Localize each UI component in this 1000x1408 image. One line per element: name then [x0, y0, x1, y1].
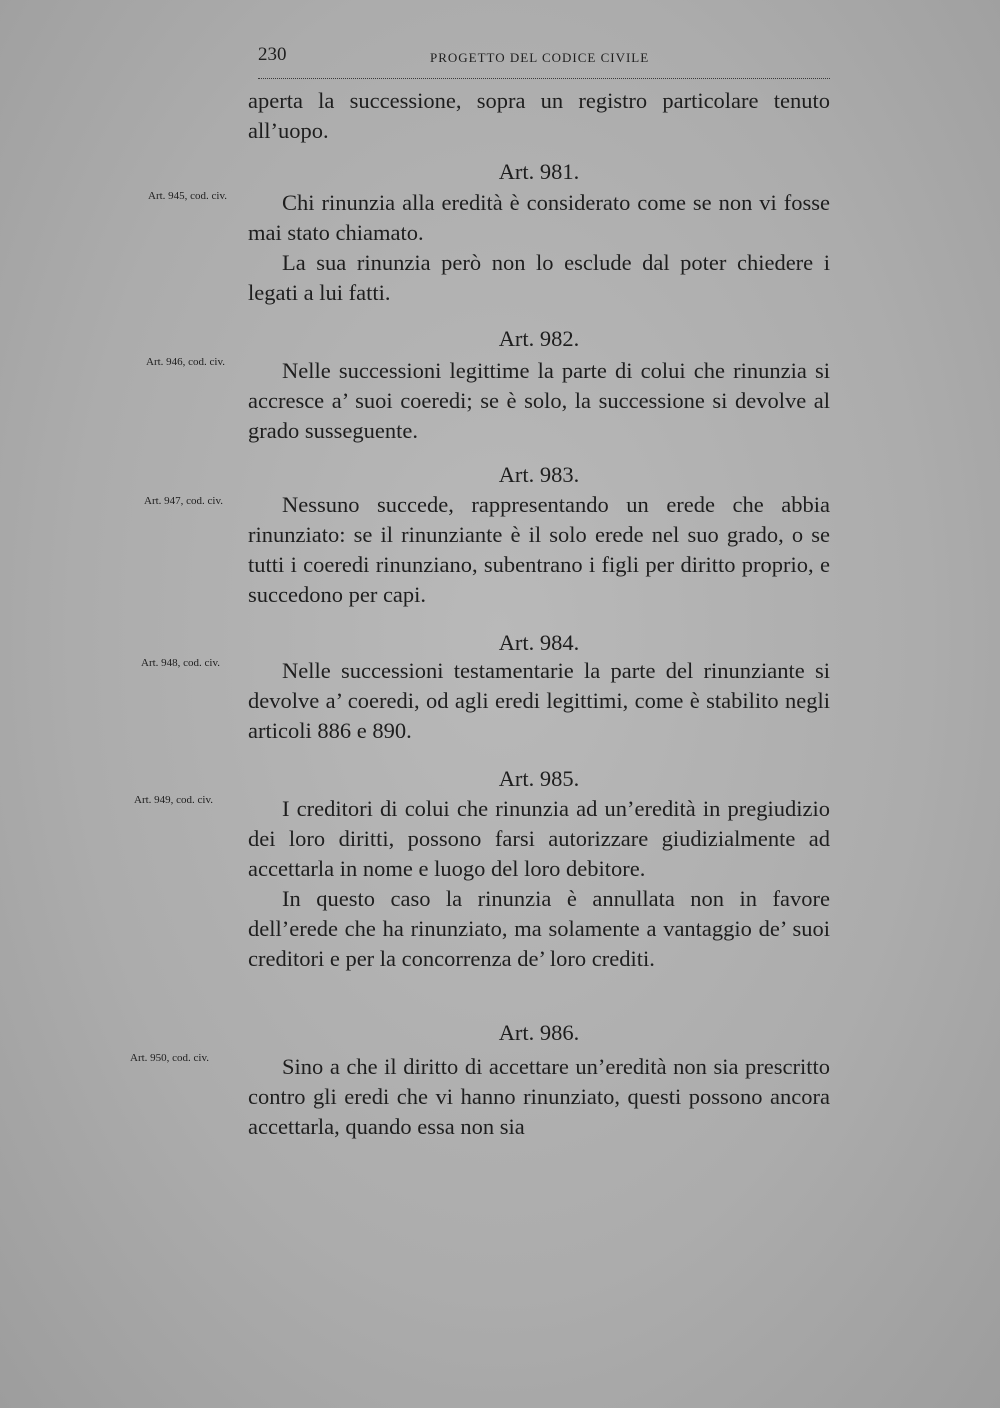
header-rule: [258, 78, 830, 79]
article-body-983: [248, 490, 830, 610]
margin-note-982: Art. 946, cod. civ.: [146, 356, 226, 368]
article-985-paragraph-2: In questo caso la rinunzia è annullata non in favore dell’erede che ha rinunziato, ma solamente a vantaggio de’ suoi creditori e per la concorrenza de’ loro crediti.: [248, 886, 830, 971]
margin-note-984: Art. 948, cod. civ.: [141, 657, 221, 669]
article-body-984: [248, 656, 830, 746]
article-985-paragraph-1: I creditori di colui che rinunzia ad un’eredità in pregiudizio dei loro diritti, possono farsi autorizzare giudizialmente ad accettarla in nome e luogo del loro debitore.: [248, 796, 830, 881]
article-heading-981: Art. 981.: [498, 159, 580, 184]
article-heading-984: Art. 984.: [498, 630, 580, 655]
margin-note-985: Art. 949, cod. civ.: [134, 794, 214, 806]
page-header: [258, 44, 830, 72]
opening-text-block: [248, 86, 830, 146]
article-body-986: [248, 1052, 830, 1142]
article-heading-982: Art. 982.: [498, 326, 580, 351]
article-body-981: [248, 188, 830, 308]
article-984-paragraph-1: Nelle successioni testamentarie la parte del rinunziante si devolve a’ coeredi, od agli eredi legittimi, come è stabilito negli articoli 886 e 890.: [248, 658, 830, 743]
article-981-paragraph-1: Chi rinunzia alla eredità è considerato come se non vi fosse mai stato chiamato.: [248, 190, 830, 245]
article-heading-986: Art. 986.: [498, 1020, 580, 1045]
margin-note-983: Art. 947, cod. civ.: [144, 495, 224, 507]
article-981-paragraph-2: La sua rinunzia però non lo esclude dal poter chiedere i legati a lui fatti.: [248, 250, 830, 305]
opening-paragraph: aperta la successione, sopra un registro particolare tenuto all’uopo.: [248, 88, 830, 143]
page-number: 230: [258, 44, 287, 65]
article-983-paragraph-1: Nessuno succede, rappresentando un erede che abbia rinunziato: se il rinunziante è il solo erede nel suo grado, o se tutti i coeredi rinunziano, subentrano i figli per diritto proprio, e succedono per capi.: [248, 492, 830, 607]
article-body-985: [248, 794, 830, 974]
article-982-paragraph-1: Nelle successioni legittime la parte di colui che rinunzia si accresce a’ suoi coeredi; se è solo, la successione si devolve al grado susseguente.: [248, 358, 830, 443]
article-986-paragraph-1: Sino a che il diritto di accettare un’eredità non sia prescritto contro gli eredi che vi hanno rinunziato, questi possono ancora accettarla, quando essa non sia: [248, 1054, 830, 1139]
margin-note-981: Art. 945, cod. civ.: [148, 190, 228, 202]
article-heading-985: Art. 985.: [498, 766, 580, 791]
running-title: PROGETTO DEL CODICE CIVILE: [430, 50, 650, 65]
margin-note-986: Art. 950, cod. civ.: [130, 1052, 210, 1064]
article-body-982: [248, 356, 830, 446]
article-heading-983: Art. 983.: [498, 462, 580, 487]
